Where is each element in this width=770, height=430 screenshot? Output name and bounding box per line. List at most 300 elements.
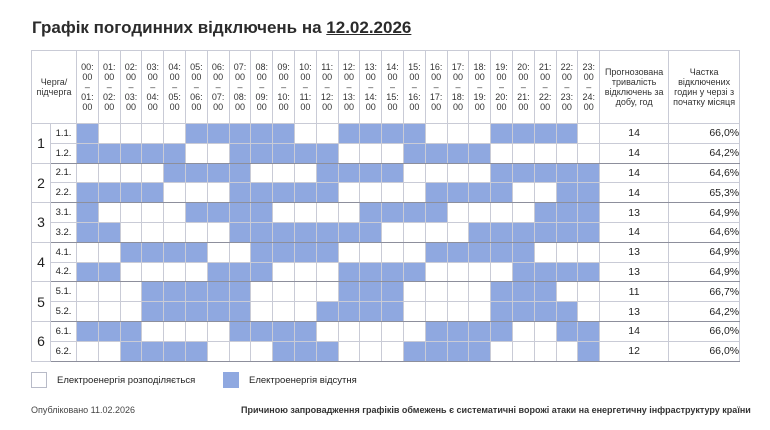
hour-cell-outage [316, 242, 338, 262]
hour-cell-power [447, 203, 469, 223]
hour-cell-power [425, 302, 447, 322]
share-value: 66,0% [669, 341, 740, 361]
hour-cell-outage [556, 203, 578, 223]
queue-label: 1 [32, 124, 51, 164]
hour-cell-outage [556, 302, 578, 322]
legend-power-on [31, 372, 195, 388]
hour-cell-power [207, 183, 229, 203]
hour-cell-outage [578, 262, 600, 282]
hour-cell-outage [77, 143, 99, 163]
hour-cell-power [425, 222, 447, 242]
outage-schedule-table [31, 50, 740, 362]
hour-cell-power [491, 341, 513, 361]
queue-column-header: Черга/ підчерга [32, 51, 77, 124]
hour-cell-outage [338, 124, 360, 144]
hour-cell-power [142, 163, 164, 183]
table-row [32, 321, 740, 341]
hour-cell-outage [425, 203, 447, 223]
duration-value: 14 [600, 124, 669, 144]
hour-cell-power [316, 124, 338, 144]
hour-cell-outage [251, 321, 273, 341]
table-header-row [32, 51, 740, 124]
hour-cell-power [360, 341, 382, 361]
subqueue-label: 4.2. [51, 262, 77, 282]
hour-cell-outage [491, 321, 513, 341]
hour-cell-outage [382, 302, 404, 322]
table-row [32, 302, 740, 322]
hour-cell-power [403, 282, 425, 302]
hour-cell-outage [534, 222, 556, 242]
hour-cell-outage [185, 124, 207, 144]
share-value: 64,6% [669, 163, 740, 183]
hour-cell-outage [251, 183, 273, 203]
table-row [32, 124, 740, 144]
share-value: 64,6% [669, 222, 740, 242]
hour-cell-outage [273, 242, 295, 262]
duration-value: 11 [600, 282, 669, 302]
hour-cell-outage [251, 203, 273, 223]
hour-cell-outage [294, 222, 316, 242]
hour-cell-power [98, 163, 120, 183]
hour-cell-power [251, 163, 273, 183]
hour-cell-outage [491, 302, 513, 322]
hour-header: 09: 00 – 10: 00 [273, 51, 295, 124]
hour-cell-outage [229, 222, 251, 242]
hour-header: 07: 00 – 08: 00 [229, 51, 251, 124]
hour-cell-power [229, 242, 251, 262]
hour-cell-outage [98, 222, 120, 242]
hour-cell-outage [447, 242, 469, 262]
hour-cell-outage [229, 302, 251, 322]
hour-cell-outage [185, 282, 207, 302]
hour-cell-power [425, 282, 447, 302]
hour-cell-outage [534, 282, 556, 302]
duration-value: 14 [600, 222, 669, 242]
hour-cell-outage [229, 262, 251, 282]
hour-cell-outage [338, 222, 360, 242]
hour-cell-power [142, 262, 164, 282]
hour-cell-power [185, 183, 207, 203]
hour-cell-power [469, 163, 491, 183]
hour-cell-outage [98, 321, 120, 341]
hour-cell-power [185, 222, 207, 242]
hour-header: 11: 00 – 12: 00 [316, 51, 338, 124]
hour-cell-outage [164, 282, 186, 302]
hour-cell-power [120, 302, 142, 322]
hour-cell-power [273, 262, 295, 282]
hour-cell-outage [360, 302, 382, 322]
hour-cell-outage [251, 124, 273, 144]
hour-cell-outage [294, 183, 316, 203]
hour-header: 06: 00 – 07: 00 [207, 51, 229, 124]
hour-cell-outage [469, 183, 491, 203]
hour-header: 18: 00 – 19: 00 [469, 51, 491, 124]
hour-cell-power [164, 183, 186, 203]
hour-cell-outage [251, 242, 273, 262]
hour-cell-power [316, 203, 338, 223]
hour-cell-outage [360, 282, 382, 302]
hour-cell-outage [207, 124, 229, 144]
hour-cell-outage [491, 282, 513, 302]
hour-cell-power [447, 124, 469, 144]
hour-cell-outage [447, 183, 469, 203]
hour-cell-outage [185, 242, 207, 262]
hour-cell-outage [512, 302, 534, 322]
hour-cell-outage [77, 321, 99, 341]
hour-cell-outage [512, 124, 534, 144]
hour-cell-outage [360, 222, 382, 242]
queue-label: 2 [32, 163, 51, 203]
hour-cell-outage [425, 143, 447, 163]
hour-cell-power [360, 183, 382, 203]
hour-cell-power [338, 321, 360, 341]
hour-cell-power [273, 163, 295, 183]
hour-cell-outage [251, 262, 273, 282]
hour-header: 08: 00 – 09: 00 [251, 51, 273, 124]
duration-value: 14 [600, 143, 669, 163]
hour-header: 17: 00 – 18: 00 [447, 51, 469, 124]
hour-cell-power [556, 282, 578, 302]
hour-cell-power [491, 203, 513, 223]
hour-cell-outage [447, 341, 469, 361]
table-row [32, 222, 740, 242]
hour-header: 04: 00 – 05: 00 [164, 51, 186, 124]
hour-cell-power [294, 302, 316, 322]
hour-cell-power [512, 341, 534, 361]
hour-cell-power [251, 341, 273, 361]
queue-label: 6 [32, 321, 51, 361]
hour-header: 19: 00 – 20: 00 [491, 51, 513, 124]
hour-cell-outage [338, 163, 360, 183]
hour-cell-outage [382, 124, 404, 144]
hour-cell-outage [403, 341, 425, 361]
hour-cell-outage [229, 203, 251, 223]
hour-cell-outage [142, 143, 164, 163]
hour-cell-power [360, 143, 382, 163]
hour-cell-outage [578, 183, 600, 203]
hour-cell-outage [534, 163, 556, 183]
hour-cell-outage [534, 124, 556, 144]
hour-cell-outage [164, 143, 186, 163]
hour-cell-power [469, 302, 491, 322]
hour-cell-outage [425, 321, 447, 341]
hour-header: 10: 00 – 11: 00 [294, 51, 316, 124]
table-row [32, 242, 740, 262]
hour-cell-power [491, 262, 513, 282]
hour-cell-outage [469, 222, 491, 242]
hour-cell-power [251, 302, 273, 322]
table-row [32, 262, 740, 282]
share-header: Частка відключених годин у черзі з початку місяця [669, 51, 740, 124]
duration-value: 14 [600, 183, 669, 203]
hour-cell-outage [512, 163, 534, 183]
hour-cell-outage [578, 321, 600, 341]
hour-cell-power [98, 282, 120, 302]
legend-power-off [223, 372, 357, 388]
hour-cell-outage [360, 203, 382, 223]
hour-cell-outage [403, 143, 425, 163]
hour-cell-outage [534, 262, 556, 282]
hour-cell-outage [491, 183, 513, 203]
hour-cell-outage [142, 341, 164, 361]
hour-cell-power [578, 124, 600, 144]
hour-cell-power [338, 143, 360, 163]
hour-cell-outage [273, 341, 295, 361]
hour-cell-outage [120, 143, 142, 163]
duration-header: Прогнозована тривалість відключень за добу, год [600, 51, 669, 124]
hour-header: 13: 00 – 14: 00 [360, 51, 382, 124]
hour-cell-outage [512, 222, 534, 242]
hour-cell-outage [98, 143, 120, 163]
hour-header: 20: 00 – 21: 00 [512, 51, 534, 124]
hour-cell-power [207, 222, 229, 242]
hour-header: 12: 00 – 13: 00 [338, 51, 360, 124]
hour-cell-power [98, 242, 120, 262]
hour-cell-power [382, 143, 404, 163]
hour-cell-outage [534, 203, 556, 223]
hour-cell-power [77, 163, 99, 183]
hour-cell-power [382, 321, 404, 341]
hour-header: 22: 00 – 23: 00 [556, 51, 578, 124]
subqueue-label: 1.1. [51, 124, 77, 144]
hour-cell-outage [251, 143, 273, 163]
hour-cell-power [534, 242, 556, 262]
hour-cell-outage [273, 124, 295, 144]
hour-cell-power [77, 282, 99, 302]
hour-cell-power [207, 341, 229, 361]
hour-header: 02: 00 – 03: 00 [120, 51, 142, 124]
share-value: 65,3% [669, 183, 740, 203]
hour-cell-power [120, 262, 142, 282]
hour-cell-outage [77, 222, 99, 242]
table-row [32, 203, 740, 223]
title-text: Графік погодинних відключень на [32, 18, 327, 37]
table-row [32, 282, 740, 302]
hour-cell-outage [164, 302, 186, 322]
hour-cell-outage [207, 203, 229, 223]
hour-cell-outage [447, 321, 469, 341]
hour-cell-outage [338, 302, 360, 322]
hour-cell-outage [469, 143, 491, 163]
share-value: 64,9% [669, 262, 740, 282]
hour-cell-power [294, 203, 316, 223]
hour-cell-outage [120, 183, 142, 203]
table-row [32, 163, 740, 183]
hour-cell-outage [273, 222, 295, 242]
hour-cell-power [120, 222, 142, 242]
subqueue-label: 5.2. [51, 302, 77, 322]
hour-cell-outage [491, 124, 513, 144]
hour-cell-power [425, 262, 447, 282]
hour-cell-power [403, 242, 425, 262]
hour-cell-power [142, 124, 164, 144]
duration-value: 13 [600, 302, 669, 322]
table-row [32, 183, 740, 203]
hour-cell-outage [120, 321, 142, 341]
hour-cell-power [403, 183, 425, 203]
hour-cell-power [469, 282, 491, 302]
hour-cell-outage [469, 242, 491, 262]
hour-cell-outage [120, 341, 142, 361]
hour-cell-power [164, 124, 186, 144]
hour-cell-outage [338, 282, 360, 302]
hour-cell-power [273, 302, 295, 322]
hour-cell-power [251, 282, 273, 302]
subqueue-label: 4.1. [51, 242, 77, 262]
hour-cell-outage [556, 321, 578, 341]
hour-cell-outage [316, 302, 338, 322]
hour-cell-outage [273, 143, 295, 163]
hour-cell-outage [273, 183, 295, 203]
hour-cell-outage [142, 242, 164, 262]
hour-cell-outage [425, 341, 447, 361]
hour-cell-outage [98, 262, 120, 282]
published-date: Опубліковано 11.02.2026 [31, 405, 136, 415]
hour-cell-outage [294, 341, 316, 361]
hour-cell-power [142, 222, 164, 242]
hour-header: 03: 00 – 04: 00 [142, 51, 164, 124]
hour-cell-power [534, 183, 556, 203]
hour-cell-outage [185, 163, 207, 183]
hour-cell-outage [512, 242, 534, 262]
hour-cell-power [556, 143, 578, 163]
hour-cell-power [469, 203, 491, 223]
hour-cell-power [229, 341, 251, 361]
hour-cell-outage [512, 262, 534, 282]
hour-cell-power [294, 163, 316, 183]
hour-cell-power [382, 341, 404, 361]
hour-cell-power [316, 262, 338, 282]
queue-label: 3 [32, 203, 51, 243]
hour-cell-outage [294, 143, 316, 163]
legend-label-off: Електроенергія відсутня [249, 374, 357, 386]
hour-cell-outage [185, 341, 207, 361]
duration-value: 13 [600, 203, 669, 223]
hour-cell-power [425, 124, 447, 144]
hour-cell-outage [164, 242, 186, 262]
subqueue-label: 5.1. [51, 282, 77, 302]
hour-cell-power [469, 262, 491, 282]
hour-cell-outage [229, 143, 251, 163]
hour-cell-outage [578, 163, 600, 183]
hour-cell-outage [447, 143, 469, 163]
hour-cell-power [273, 203, 295, 223]
subqueue-label: 2.1. [51, 163, 77, 183]
queue-label: 5 [32, 282, 51, 322]
hour-cell-outage [382, 203, 404, 223]
hour-cell-outage [425, 183, 447, 203]
hour-cell-power [512, 183, 534, 203]
hour-cell-outage [556, 262, 578, 282]
hour-cell-power [77, 302, 99, 322]
footer-reason: Причиною запровадження графіків обмежень є систематичні ворожі атаки на енергетичну інфраструктуру країни [241, 405, 751, 415]
hour-cell-power [98, 341, 120, 361]
hour-cell-outage [338, 262, 360, 282]
hour-cell-outage [382, 262, 404, 282]
hour-cell-outage [142, 183, 164, 203]
hour-cell-power [382, 183, 404, 203]
hour-cell-outage [469, 321, 491, 341]
hour-cell-power [164, 262, 186, 282]
hour-cell-outage [382, 282, 404, 302]
hour-cell-outage [142, 302, 164, 322]
hour-header: 00: 00 – 01: 00 [77, 51, 99, 124]
share-value: 64,2% [669, 302, 740, 322]
hour-cell-power [294, 262, 316, 282]
hour-cell-power [403, 222, 425, 242]
hour-cell-power [207, 321, 229, 341]
table-row [32, 143, 740, 163]
hour-cell-power [447, 282, 469, 302]
hour-cell-power [142, 321, 164, 341]
hour-cell-outage [360, 262, 382, 282]
hour-cell-power [98, 203, 120, 223]
hour-cell-outage [229, 183, 251, 203]
hour-cell-outage [229, 321, 251, 341]
hour-cell-power [556, 242, 578, 262]
hour-cell-power [447, 262, 469, 282]
hour-cell-power [534, 321, 556, 341]
hour-cell-power [120, 124, 142, 144]
hour-cell-outage [382, 163, 404, 183]
hour-cell-power [578, 302, 600, 322]
hour-cell-outage [120, 242, 142, 262]
hour-cell-power [294, 124, 316, 144]
hour-cell-power [338, 242, 360, 262]
hour-header: 01: 00 – 02: 00 [98, 51, 120, 124]
hour-header: 05: 00 – 06: 00 [185, 51, 207, 124]
hour-cell-outage [578, 203, 600, 223]
hour-cell-power [338, 203, 360, 223]
hour-cell-power [338, 341, 360, 361]
hour-cell-outage [360, 124, 382, 144]
hour-cell-outage [556, 183, 578, 203]
hour-cell-power [447, 163, 469, 183]
hour-cell-power [469, 124, 491, 144]
hour-cell-outage [491, 242, 513, 262]
hour-cell-power [338, 183, 360, 203]
hour-cell-power [120, 282, 142, 302]
title-date: 12.02.2026 [326, 18, 412, 37]
share-value: 64,9% [669, 242, 740, 262]
share-value: 66,0% [669, 124, 740, 144]
hour-cell-outage [316, 183, 338, 203]
share-value: 64,9% [669, 203, 740, 223]
hour-cell-outage [142, 282, 164, 302]
hour-cell-power [447, 222, 469, 242]
hour-cell-power [120, 163, 142, 183]
hour-cell-power [207, 143, 229, 163]
hour-cell-power [185, 262, 207, 282]
hour-cell-power [185, 143, 207, 163]
hour-cell-outage [316, 341, 338, 361]
duration-value: 13 [600, 242, 669, 262]
hour-cell-outage [578, 222, 600, 242]
hour-header: 14: 00 – 15: 00 [382, 51, 404, 124]
subqueue-label: 2.2. [51, 183, 77, 203]
subqueue-label: 3.2. [51, 222, 77, 242]
hour-cell-outage [229, 124, 251, 144]
hour-cell-outage [77, 183, 99, 203]
share-value: 66,7% [669, 282, 740, 302]
hour-header: 21: 00 – 22: 00 [534, 51, 556, 124]
hour-cell-power [164, 222, 186, 242]
share-value: 66,0% [669, 321, 740, 341]
queue-label: 4 [32, 242, 51, 282]
hour-cell-power [556, 341, 578, 361]
hour-cell-power [512, 203, 534, 223]
hour-cell-outage [316, 143, 338, 163]
